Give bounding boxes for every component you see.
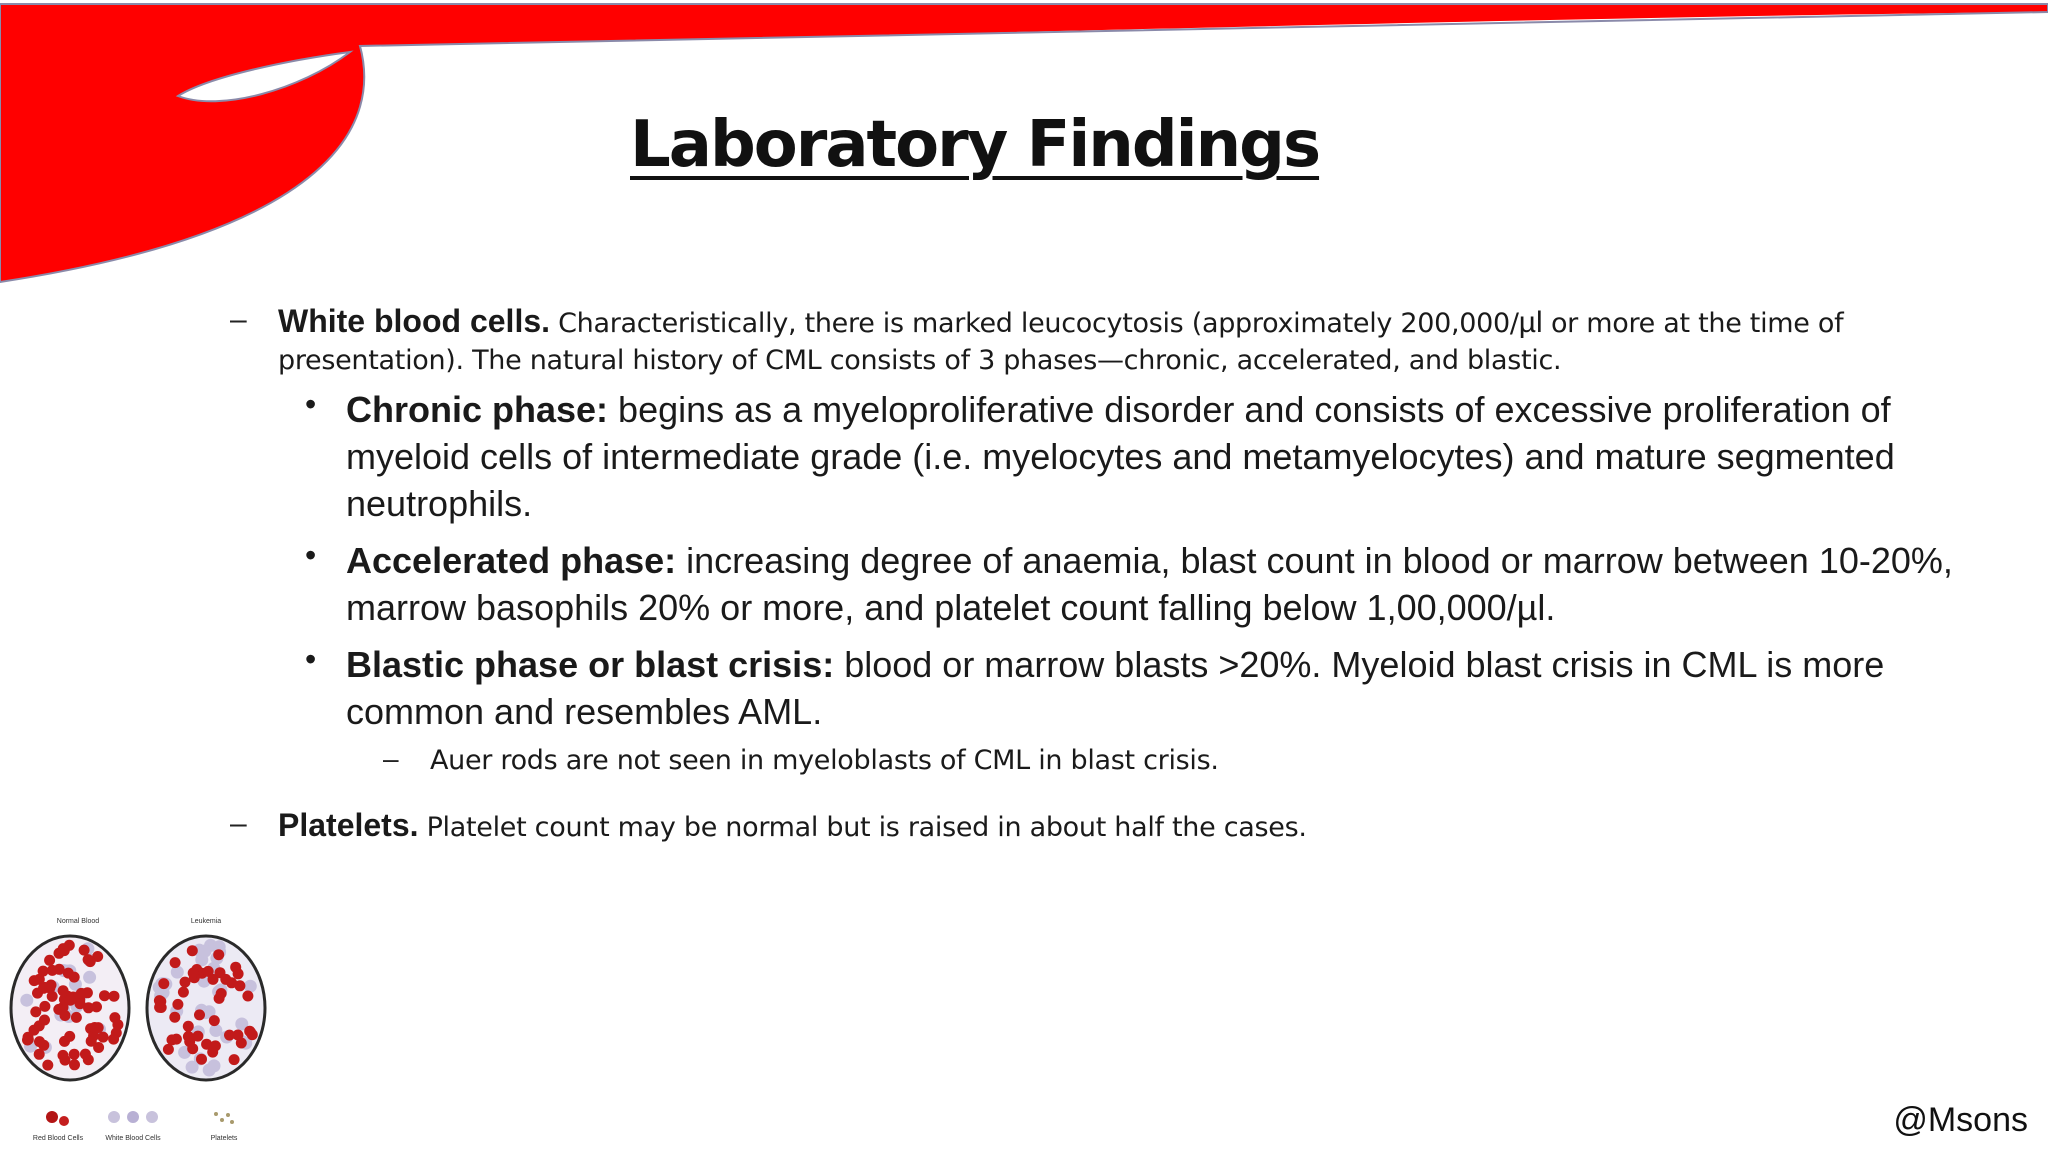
red-cell-dot <box>34 1036 45 1047</box>
red-cell-dot <box>65 995 76 1006</box>
normal-blood-label: Normal Blood <box>56 918 100 925</box>
red-cell-dot <box>220 974 231 985</box>
red-cell-dot <box>154 1002 165 1013</box>
red-cell-dot <box>69 972 80 983</box>
rbc-caption: Red Blood Cells <box>32 1135 84 1142</box>
red-cell-dot <box>178 987 189 998</box>
platelets-lead: Platelets. <box>278 807 419 843</box>
red-cell-dot <box>187 945 198 956</box>
phase-desc: blood or marrow blasts >20%. Myeloid blast crisis in CML is more common and resembles AML. <box>346 644 1885 732</box>
red-cell-dot <box>89 1022 100 1033</box>
platelets-text <box>278 807 1930 846</box>
red-cell-dot <box>234 980 245 991</box>
red-cell-dot <box>229 1054 240 1065</box>
platelet-icon <box>214 1112 234 1124</box>
normal-blood-circle <box>11 936 129 1080</box>
white-cell-dot <box>209 1024 222 1037</box>
phase-item-chronic <box>305 386 2005 527</box>
red-cell-dot <box>194 1009 205 1020</box>
phase-item-accelerated <box>305 537 2005 631</box>
phase-item-blastic <box>305 641 2005 735</box>
red-cell-dot <box>242 991 253 1002</box>
red-cell-dot <box>60 1010 71 1021</box>
red-cell-dot <box>69 1049 80 1060</box>
phase-lead: Chronic phase: <box>346 389 609 430</box>
red-cell-dot <box>163 1044 174 1055</box>
red-cell-dot <box>44 955 55 966</box>
red-cell-dot <box>169 1012 180 1023</box>
red-cell-dot <box>224 1030 235 1041</box>
red-cell-dot <box>23 1032 34 1043</box>
red-cell-dot <box>60 1055 71 1066</box>
red-cell-dot <box>58 985 69 996</box>
red-cell-dot <box>47 991 58 1002</box>
white-cell-dot <box>20 994 33 1007</box>
dash-marker: – <box>230 303 247 336</box>
dash-marker: – <box>230 807 247 840</box>
phase-desc: begins as a myeloproliferative disorder and consists of excessive proliferation of myeloid cells of intermediate grade (i.e. myelocytes and metamyelocytes) and mature segmented neutrophils. <box>346 389 1895 524</box>
red-cell-dot <box>71 1012 82 1023</box>
slide-title: Laboratory Findings <box>630 108 1320 182</box>
red-cell-dot <box>216 988 227 999</box>
red-cell-dot <box>207 1047 218 1058</box>
red-cell-dot <box>39 1015 50 1026</box>
white-cell-dot <box>203 1064 216 1077</box>
phase-lead: Accelerated phase: <box>346 540 677 581</box>
phase-lead: Blastic phase or blast crisis: <box>346 644 835 685</box>
platelets-caption: Platelets <box>210 1135 238 1142</box>
platelets-item <box>230 807 1930 846</box>
red-cell-dot <box>98 1032 109 1043</box>
red-cell-dot <box>30 1006 41 1017</box>
red-cell-dot <box>170 957 181 968</box>
red-cell-dot <box>196 1054 207 1065</box>
red-cell-dot <box>158 978 169 989</box>
wbc-desc-1: Characteristically, there is marked leucocytosis (approximately 200,000/ <box>558 308 1519 339</box>
blood-smear-illustration <box>8 912 278 1148</box>
red-cell-dot <box>213 949 224 960</box>
red-cell-dot <box>42 1060 53 1071</box>
red-cell-dot <box>34 1049 45 1060</box>
red-cell-dot <box>109 991 120 1002</box>
phase-text <box>346 641 2005 735</box>
phase-text <box>346 537 2005 631</box>
red-blood-cell-icon <box>46 1111 69 1126</box>
phase-desc: increasing degree of anaemia, blast count in blood or marrow between 10-20%, marrow basophils 20% or more, and platelet count falling below 1,00,000/µl. <box>346 540 1953 628</box>
red-cell-dot <box>39 1001 50 1012</box>
platelets-desc: Platelet count may be normal but is raised in about half the cases. <box>426 812 1307 843</box>
red-cell-dot <box>183 1031 194 1042</box>
wbc-text <box>278 303 1930 379</box>
auer-rods-text: Auer rods are not seen in myeloblasts of CML in blast crisis. <box>430 745 1219 776</box>
wbc-item <box>230 303 1930 379</box>
red-cell-dot <box>236 1038 247 1049</box>
auer-rods-item <box>383 743 1883 779</box>
white-cell-dot <box>83 971 96 984</box>
wbc-lead: White blood cells. <box>278 303 551 339</box>
red-cell-dot <box>47 965 58 976</box>
red-cell-dot <box>209 1015 220 1026</box>
watermark: @Msons <box>1893 1101 2028 1139</box>
red-cell-dot <box>64 1031 75 1042</box>
bullet-marker: • <box>305 537 317 573</box>
red-cell-dot <box>192 1031 203 1042</box>
white-cell-dot <box>199 945 212 958</box>
red-cell-dot <box>183 1021 194 1032</box>
wbc-unit: µl <box>1518 306 1543 339</box>
phase-text <box>346 386 2005 527</box>
bullet-marker: • <box>305 641 317 677</box>
red-cell-dot <box>46 980 57 991</box>
red-cell-dot <box>208 974 219 985</box>
red-cell-dot <box>188 968 199 979</box>
red-cell-dot <box>187 1043 198 1054</box>
red-cell-dot <box>172 999 183 1010</box>
leukemia-label: Leukemia <box>190 918 222 925</box>
red-cell-dot <box>99 990 110 1001</box>
red-cell-dot <box>69 1059 80 1070</box>
red-cell-dot <box>76 988 87 999</box>
red-cell-dot <box>29 975 40 986</box>
leukemia-blood-circle <box>147 936 265 1080</box>
red-cell-dot <box>58 943 69 954</box>
red-cell-dot <box>85 956 96 967</box>
red-cell-dot <box>108 1034 119 1045</box>
red-cell-dot <box>93 1042 104 1053</box>
white-blood-cell-icon <box>108 1111 158 1123</box>
wbc-desc-2: or more at the time of presentation). The natural history of CML consists of 3 phases—chronic, accelerated, and blastic. <box>278 308 1844 376</box>
red-cell-dot <box>244 1026 255 1037</box>
red-cell-dot <box>171 1034 182 1045</box>
red-cell-dot <box>112 1019 123 1030</box>
bullet-marker: • <box>305 386 317 422</box>
red-cell-dot <box>80 1049 91 1060</box>
wbc-caption: White Blood Cells <box>105 1135 161 1142</box>
red-cell-dot <box>79 945 90 956</box>
red-cell-dot <box>180 977 191 988</box>
red-cell-dot <box>230 962 241 973</box>
white-cell-dot <box>244 980 257 993</box>
red-cell-dot <box>91 1001 102 1012</box>
dash-marker: – <box>383 743 399 774</box>
